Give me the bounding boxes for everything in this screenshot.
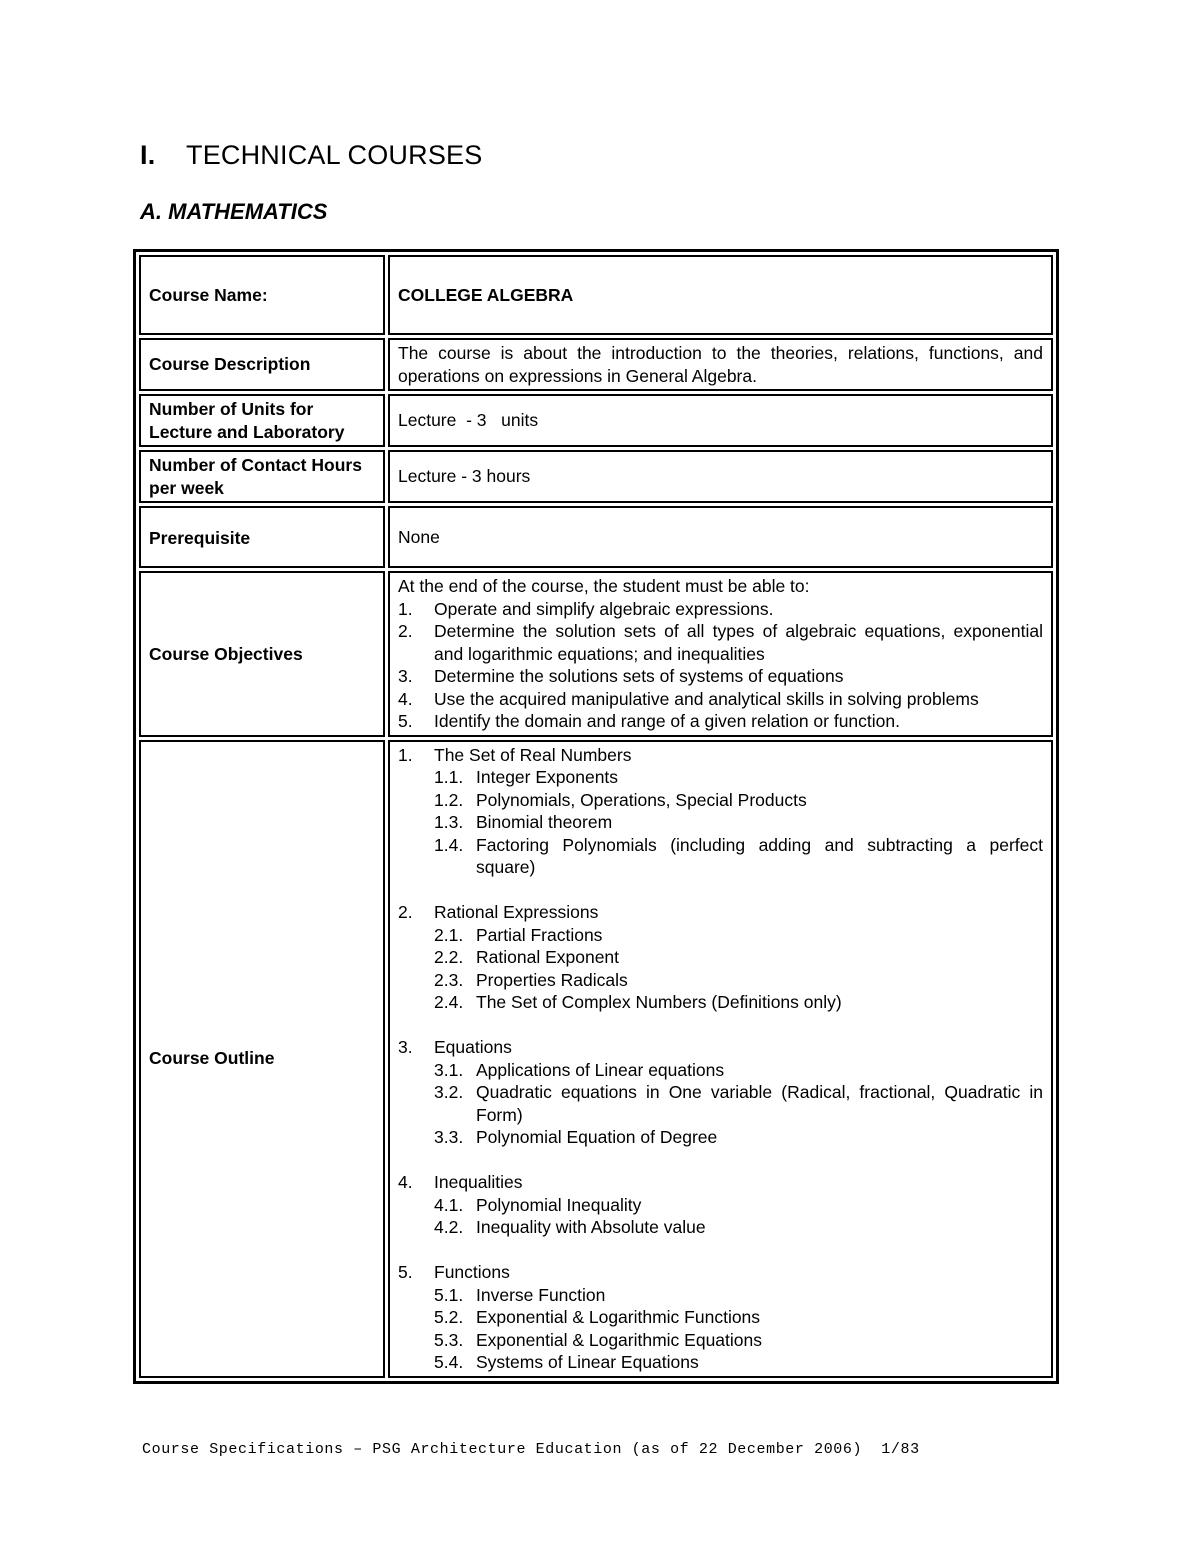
outline-subitem-text: Quadratic equations in One variable (Radical, fractional, Quadratic in Form) xyxy=(476,1082,1043,1125)
outline-section-text: Equations xyxy=(434,1037,512,1057)
outline-subitem xyxy=(398,1194,1043,1217)
outline-subitem-number: 1.2. xyxy=(434,789,464,810)
objective-number: 2. xyxy=(398,621,413,641)
course-outline-label: Course Outline xyxy=(139,740,385,1378)
outline-subitem-text: Binomial theorem xyxy=(476,812,613,832)
outline-subitem-text: Inverse Function xyxy=(476,1284,606,1305)
outline-subitem xyxy=(398,991,1043,1014)
course-name-value: COLLEGE ALGEBRA xyxy=(388,255,1053,335)
outline-section-number: 2. xyxy=(398,902,413,922)
outline-subitem xyxy=(398,811,1043,834)
objective-item xyxy=(398,688,1043,711)
outline-subitem xyxy=(398,924,1043,947)
outline-subitem-text: Polynomials, Operations, Special Products xyxy=(476,789,807,810)
outline-subitem-text: Integer Exponents xyxy=(476,767,619,787)
row-contact-hours xyxy=(139,450,1053,503)
row-course-description xyxy=(139,338,1053,391)
outline-subitem-text: Applications of Linear equations xyxy=(476,1059,725,1080)
outline-section xyxy=(398,1171,1043,1239)
objective-number: 4. xyxy=(398,688,413,709)
page-footer: Course Specifications – PSG Architecture Education (as of 22 December 2006) 1/83 xyxy=(142,1441,920,1458)
section-number: I. xyxy=(140,140,156,170)
objective-item xyxy=(398,665,1043,688)
objective-text: Determine the solutions sets of systems of equations xyxy=(434,666,844,686)
outline-section-text: Rational Expressions xyxy=(434,902,599,922)
outline-subitem xyxy=(398,1306,1043,1329)
outline-subitem xyxy=(398,1284,1043,1307)
course-name-label: Course Name: xyxy=(139,255,385,335)
outline-section-number: 4. xyxy=(398,1172,413,1192)
contact-hours-label: Number of Contact Hours per week xyxy=(139,450,385,503)
outline-subitem xyxy=(398,1081,1043,1126)
outline-subitem xyxy=(398,1126,1043,1149)
course-description-label: Course Description xyxy=(139,338,385,391)
units-label: Number of Units for Lecture and Laboratory xyxy=(139,394,385,447)
outline-subitem-number: 1.4. xyxy=(434,834,464,855)
outline-subitem-text: Systems of Linear Equations xyxy=(476,1352,699,1372)
outline-subitem-text: Factoring Polynomials (including adding and subtracting a perfect square) xyxy=(476,834,1043,877)
outline-subitem-number: 2.4. xyxy=(434,992,464,1012)
row-units xyxy=(139,394,1053,447)
objective-number: 1. xyxy=(398,598,413,619)
outline-subitem xyxy=(398,1059,1043,1082)
objective-text: Identify the domain and range of a given relation or function. xyxy=(434,711,900,731)
course-objectives-value xyxy=(388,571,1053,737)
outline-subitem-number: 2.2. xyxy=(434,947,464,967)
subsection-heading: A. MATHEMATICS xyxy=(140,199,328,224)
outline-section-text: Functions xyxy=(434,1262,510,1282)
outline-subitem-number: 5.4. xyxy=(434,1352,464,1372)
course-description-value: The course is about the introduction to the theories, relations, functions, and operations on expressions in General Algebra. xyxy=(388,338,1053,391)
outline-subitem-text: Inequality with Absolute value xyxy=(476,1217,706,1237)
course-outline-value xyxy=(388,740,1053,1378)
outline-subitem-number: 3.1. xyxy=(434,1059,464,1080)
outline-section xyxy=(398,744,1043,879)
objective-number: 3. xyxy=(398,666,413,686)
outline-section-title xyxy=(398,744,1043,767)
outline-subitem-number: 2.1. xyxy=(434,924,464,945)
outline-subitem-number: 3.3. xyxy=(434,1127,464,1147)
outline-subitem-number: 1.1. xyxy=(434,767,464,787)
outline-subitem xyxy=(398,946,1043,969)
outline-section-number: 1. xyxy=(398,744,413,765)
objectives-intro: At the end of the course, the student must be able to: xyxy=(398,576,810,596)
outline-subitem-text: Exponential & Logarithmic Equations xyxy=(476,1329,763,1350)
outline-subitem-number: 1.3. xyxy=(434,812,464,832)
units-value: Lecture - 3 units xyxy=(388,394,1053,447)
contact-hours-value: Lecture - 3 hours xyxy=(388,450,1053,503)
outline-subitem-number: 4.2. xyxy=(434,1217,464,1237)
objective-text: Operate and simplify algebraic expressions. xyxy=(434,598,774,619)
section-title: TECHNICAL COURSES xyxy=(186,140,483,170)
prerequisite-label: Prerequisite xyxy=(139,506,385,568)
outline-section-title xyxy=(398,1171,1043,1194)
course-spec-table xyxy=(133,249,1059,1384)
outline-subitem-text: The Set of Complex Numbers (Definitions only) xyxy=(476,992,842,1012)
objective-item xyxy=(398,598,1043,621)
section-heading xyxy=(140,140,482,171)
row-course-name xyxy=(139,255,1053,335)
outline-subitem xyxy=(398,789,1043,812)
outline-section-title xyxy=(398,1036,1043,1059)
outline-section-title xyxy=(398,901,1043,924)
prerequisite-value: None xyxy=(388,506,1053,568)
outline-subitem xyxy=(398,766,1043,789)
outline-subitem xyxy=(398,1329,1043,1352)
outline-subitem-number: 4.1. xyxy=(434,1194,464,1215)
course-objectives-label: Course Objectives xyxy=(139,571,385,737)
outline-subitem-text: Exponential & Logarithmic Functions xyxy=(476,1307,761,1327)
outline-section-text: Inequalities xyxy=(434,1172,523,1192)
outline-subitem-number: 5.3. xyxy=(434,1329,464,1350)
outline-section xyxy=(398,901,1043,1014)
objective-item xyxy=(398,620,1043,665)
outline-section-text: The Set of Real Numbers xyxy=(434,744,632,765)
row-prerequisite xyxy=(139,506,1053,568)
outline-subitem-number: 5.2. xyxy=(434,1307,464,1327)
outline-subitem-number: 2.3. xyxy=(434,969,464,990)
outline-subitem xyxy=(398,1216,1043,1239)
outline-subitem xyxy=(398,1351,1043,1374)
outline-section xyxy=(398,1261,1043,1374)
row-course-outline xyxy=(139,740,1053,1378)
outline-subitem xyxy=(398,834,1043,879)
outline-subitem-number: 3.2. xyxy=(434,1082,464,1102)
outline-section xyxy=(398,1036,1043,1149)
outline-subitem-text: Polynomial Equation of Degree xyxy=(476,1127,718,1147)
outline-section-number: 5. xyxy=(398,1262,413,1282)
objectives-list xyxy=(398,598,1043,733)
row-course-objectives xyxy=(139,571,1053,737)
objective-text: Use the acquired manipulative and analytical skills in solving problems xyxy=(434,688,979,709)
outline-subitem-text: Polynomial Inequality xyxy=(476,1194,642,1215)
outline-section-number: 3. xyxy=(398,1037,413,1057)
outline-section-title xyxy=(398,1261,1043,1284)
outline-subitem-number: 5.1. xyxy=(434,1284,464,1305)
objective-item xyxy=(398,710,1043,733)
outline-subitem-text: Partial Fractions xyxy=(476,924,603,945)
objective-text: Determine the solution sets of all types of algebraic equations, exponential and logarithmic equations; and inequalities xyxy=(434,621,1043,664)
outline-subitem-text: Rational Exponent xyxy=(476,947,620,967)
outline-subitem-text: Properties Radicals xyxy=(476,969,628,990)
outline-subitem xyxy=(398,969,1043,992)
objective-number: 5. xyxy=(398,711,413,731)
